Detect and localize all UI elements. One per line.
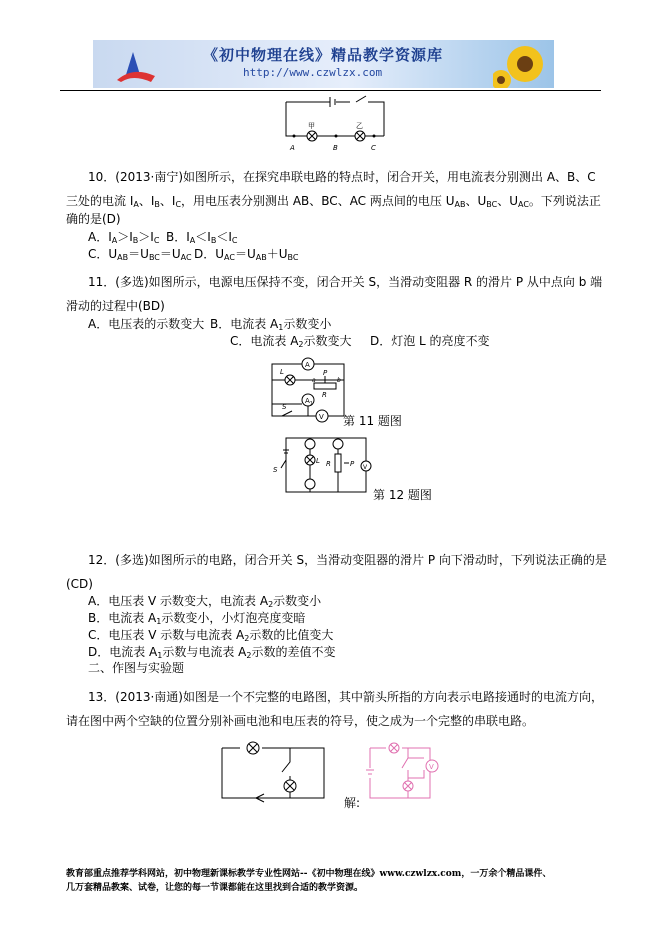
header-rule [60,90,601,91]
figure-q11-circuit [268,356,348,426]
answer-voltmeter-v: V [429,763,434,771]
fig12-label-l: L [316,457,320,465]
fig12-label-p: P [350,460,355,468]
q12-option-c: C．电压表 V 示数与电流表 $A_2$示数的比值变大 [88,628,334,643]
sunflower-icon [493,40,554,88]
q10-option-c: C．$U_{AB}=U_{BC}=U_{AC}$ [88,247,192,262]
fig-label-b: B [333,144,338,152]
q10-line2: 三处的电流 $I_A$、$I_B$、$I_C$，用电压表分别测出 AB、BC、AC 两点间的电压 $U_{AB}$、$U_{BC}$、$U_{AC}$。下列说法正 [66,194,601,209]
q12-line1: 12．(多选)如图所示的电路，闭合开关 S，当滑动变阻器的滑片 P 向下滑动时，下列说法正确的是 [88,553,607,567]
fig11-label-p: P [323,369,328,377]
q10-option-a: A．$I_A>I_B>I_C$ [88,230,160,245]
q11-caption: 第 11 题图 [343,414,402,428]
fig11-label-l: L [280,368,284,376]
fig-label-yi: 乙 [356,122,363,130]
q12-option-b: B．电流表 $A_1$示数变小，小灯泡亮度变暗 [88,611,306,626]
header-banner [93,40,554,88]
fig12-label-r: R [326,460,331,468]
q12-option-a: A．电压表 V 示数变大，电流表 $A_2$示数变小 [88,594,322,609]
q12-line2: (CD) [66,577,93,591]
footer-line1: 教育部重点推荐学科网站，初中物理新课标教学专业性网站--《初中物理在线》www.czwlzx.com，一万余个精品课件、 [66,869,552,879]
logo-icon [103,46,163,84]
figure-q12-circuit [270,432,374,500]
q11-option-c: C．电流表 $A_2$示数变大 [230,334,352,349]
q11-option-d: D．灯泡 L 的亮度不变 [370,334,490,348]
banner-url: http://www.czwlzx.com [243,66,383,79]
q13-line1: 13．(2013·南通)如图是一个不完整的电路图，其中箭头所指的方向表示电路接通时的电流方向， [88,690,603,704]
fig11-label-a-end: a [312,377,316,384]
fig-label-c: C [371,144,376,152]
fig11-label-b-end: b [337,377,341,384]
figure-q10-circuit [280,92,390,154]
q10-line3: 确的是(D) [66,212,121,226]
q10-line1: 10．(2013·南宁)如图所示，在探究串联电路的特点时，闭合开关，用电流表分别测出 A、B、C [88,170,596,184]
fig11-ammeter-a1: $A_1$ [305,397,313,407]
figure-q13-answer-circuit [366,738,446,804]
q11-line1: 11．(多选)如图所示，电源电压保持不变，闭合开关 S，当滑动变阻器 R 的滑片 P 从中点向 b 端 [88,275,603,289]
section-2-title: 二、作图与实验题 [88,661,185,675]
q11-option-b: B．电流表 $A_1$示数变小 [210,317,332,332]
fig11-label-s: S [282,403,287,411]
q13-line2: 请在图中两个空缺的位置分别补画电池和电压表的符号，使之成为一个完整的串联电路。 [66,714,535,728]
banner-title: 《初中物理在线》精品教学资源库 [203,46,444,64]
fig11-ammeter-a: A [305,361,310,369]
q10-option-b: B．$I_A<I_B<I_C$ [166,230,238,245]
q12-caption: 第 12 题图 [373,488,432,502]
q11-line2: 滑动的过程中(BD) [66,299,165,313]
q11-option-a: A．电压表的示数变大 [88,317,205,331]
fig12-voltmeter-v: V [363,464,368,471]
figure-q13-incomplete-circuit [220,738,330,804]
fig-label-a: A [290,144,295,152]
q10-option-d: D．$U_{AC}=U_{AB}+U_{BC}$ [194,247,299,262]
q13-answer-label: 解: [344,796,361,810]
footer-line2: 几万套精品教案、试卷，让您的每一节课都能在这里找到合适的教学资源。 [66,883,364,893]
fig-label-jia: 甲 [308,122,315,130]
fig11-voltmeter-v: V [319,413,324,421]
fig12-label-s: S [273,466,278,474]
fig11-label-r: R [322,391,327,399]
q12-option-d: D．电流表 $A_1$示数与电流表 $A_2$示数的差值不变 [88,645,336,660]
